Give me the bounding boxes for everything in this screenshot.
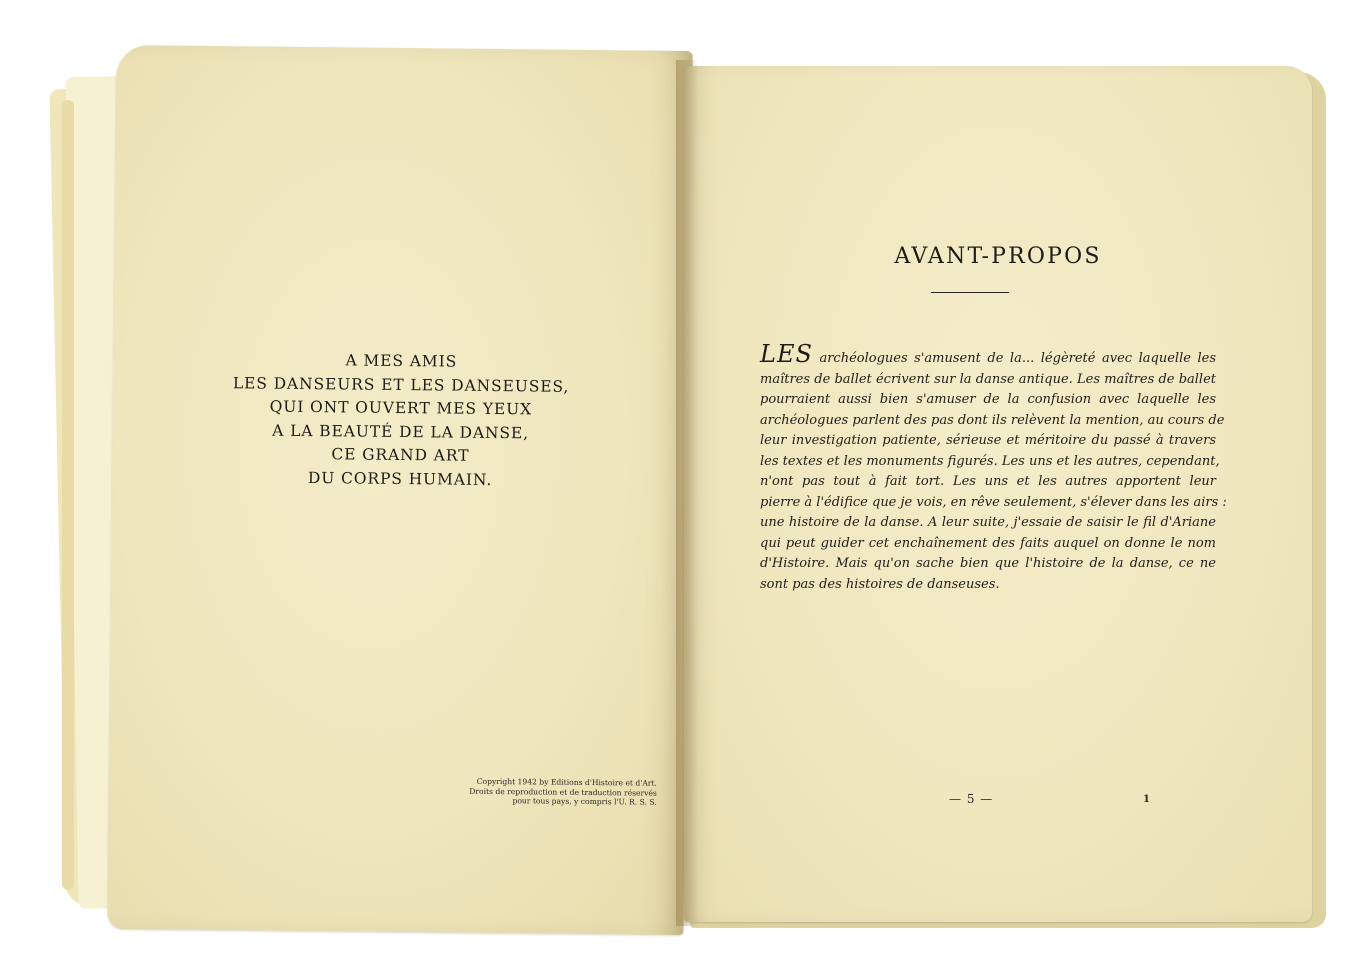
dedication: [112, 347, 689, 495]
dedication-line: QUI ONT OUVERT MES YEUX: [269, 397, 533, 419]
body-line: sont pas des histoires de danseuses.: [760, 576, 1000, 592]
foreword-body: [760, 340, 1227, 595]
body-line: d'Histoire. Mais qu'on sache bien que l'histoire de la danse, ce ne: [760, 556, 1216, 571]
copyright-notice: [427, 776, 657, 807]
body-line: les textes et les monuments figurés. Les uns et les autres, cependant,: [760, 453, 1220, 469]
body-line: leur investigation patiente, sérieuse et méritoire du passé à travers: [760, 433, 1216, 448]
page-number: — 5 —: [949, 792, 994, 806]
body-line: pierre à l'édifice que je vois, en rêve seulement, s'élever dans les airs :: [760, 494, 1227, 510]
signature-mark: 1: [1143, 794, 1150, 805]
dedication-line: LES DANSEURS ET LES DANSEUSES,: [232, 373, 570, 396]
drop-cap: LES: [760, 340, 813, 368]
dedication-line: CE GRAND ART: [331, 445, 470, 466]
dedication-line: DU CORPS HUMAIN.: [307, 469, 493, 489]
book-edge-shadow: [62, 100, 74, 890]
body-line: maîtres de ballet écrivent sur la danse antique. Les maîtres de ballet: [760, 371, 1216, 387]
right-page: [684, 66, 1312, 922]
copyright-line: Droits de reproduction et de traduction réservés: [469, 786, 657, 798]
body-line: LES archéologues s'amusent de la... légèreté avec laquelle les: [760, 340, 1216, 368]
left-page: [107, 45, 692, 935]
dedication-line: A MES AMIS: [345, 351, 458, 371]
title-rule: [931, 292, 1009, 293]
body-line: archéologues parlent des pas dont ils relèvent la mention, au cours de: [760, 412, 1225, 428]
dedication-line: A LA BEAUTÉ DE LA DANSE,: [272, 421, 530, 443]
body-line: une histoire de la danse. A leur suite, j'essaie de saisir le fil d'Ariane: [760, 515, 1216, 530]
book-gutter: [676, 60, 698, 926]
body-line: qui peut guider cet enchaînement des faits auquel on donne le nom: [760, 535, 1216, 551]
copyright-line: Copyright 1942 by Editions d'Histoire et d'Art.: [476, 776, 657, 788]
body-line: pourraient aussi bien s'amuser de la confusion avec laquelle les: [760, 392, 1216, 407]
copyright-line: pour tous pays, y compris l'U. R. S. S.: [512, 796, 657, 807]
body-line: n'ont pas tout à fait tort. Les uns et les autres apportent leur: [760, 474, 1216, 489]
page-title: AVANT-PROPOS: [894, 244, 1102, 269]
